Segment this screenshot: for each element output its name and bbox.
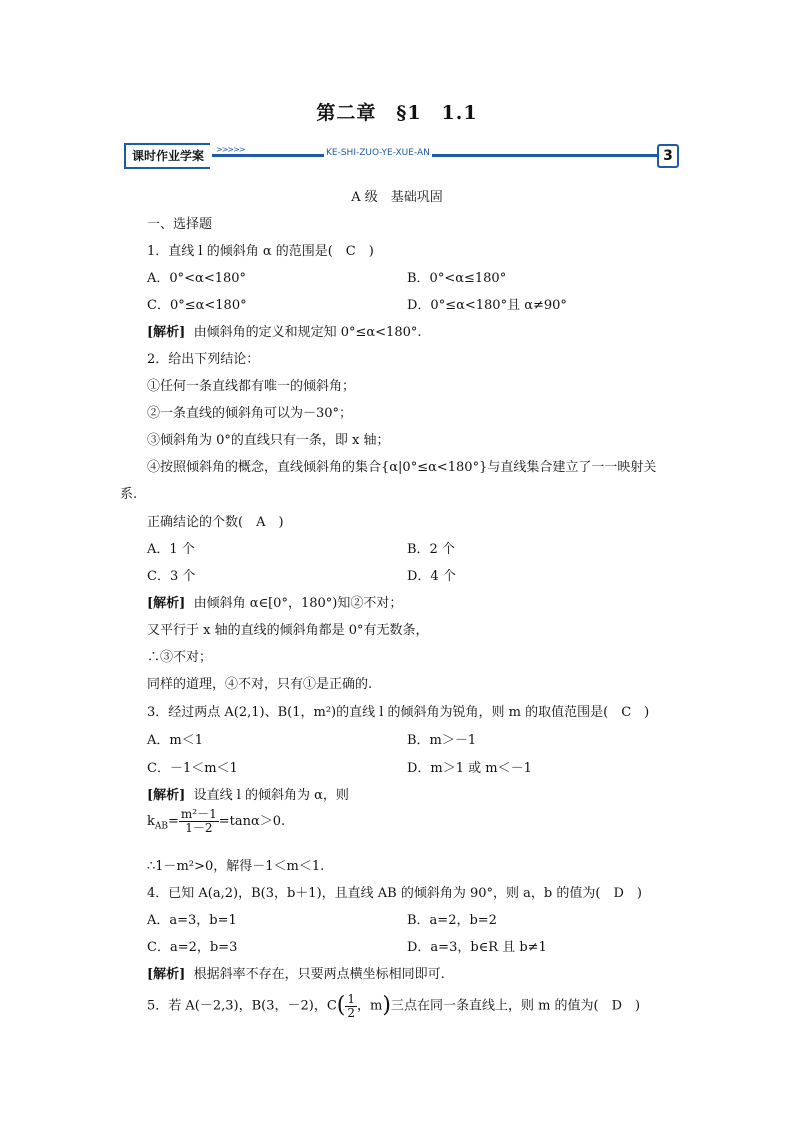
q3-option-a: A．m＜1 [147,733,203,748]
fraction-numerator: m²－1 [180,807,217,821]
left-paren: ( [336,993,346,1018]
q1-option-d: D．0°≤α<180°且 α≠90° [407,298,567,313]
banner-arrows: >>>>> [216,145,245,154]
q4-option-d: D．a=3，b∈R 且 b≠1 [407,940,547,955]
q1-option-b: B．0°<α≤180° [407,271,507,286]
q4-analysis-text: 根据斜率不存在，只要两点横坐标相同即可. [193,967,445,982]
q2-analysis-3: ∴③不对； [147,650,213,665]
q5-stem-mid: ，m [357,998,383,1014]
q3-stem: 3．经过两点 A(2,1)、B(1，m²)的直线 l 的倾斜角为锐角，则 m 的取值范围是( C ) [147,705,650,720]
q2-option-c: C．3 个 [147,569,196,584]
q3-option-b: B．m＞－1 [407,733,477,748]
q3-option-c: C．－1＜m＜1 [147,761,238,776]
q2-analysis-2: 又平行于 x 轴的直线的倾斜角都是 0°有无数条， [147,623,429,638]
q2-analysis [147,592,402,611]
analysis-tag: [解析] [147,325,186,340]
q3-analysis [147,784,349,803]
fraction-denominator: 1－2 [185,821,213,835]
q4-analysis [147,963,445,982]
section-heading: 一、选择题 [147,217,213,232]
q2-statement-4: ④按照倾斜角的概念，直线倾斜角的集合{α|0°≤α<180°}与直线集合建立了一一映射关 [147,460,657,475]
q2-stem: 2．给出下列结论： [147,352,260,367]
slope-result: =tanα＞0. [218,814,286,829]
q2-option-d: D．4 个 [407,569,456,584]
q5-stem [147,991,640,1022]
fraction-numerator: 1 [347,991,356,1006]
q2-statement-1: ①任何一条直线都有唯一的倾斜角； [147,379,356,394]
q3-analysis-text-1: 设直线 l 的倾斜角为 α，则 [193,788,349,803]
banner [124,143,679,167]
q2-ask: 正确结论的个数( A ) [147,515,284,530]
q1-stem: 1．直线 l 的倾斜角 α 的范围是( C ) [147,244,374,259]
q4-stem: 4．已知 A(a,2)，B(3，b＋1)，且直线 AB 的倾斜角为 90°，则 a，b 的值为( D ) [147,886,642,901]
q5-fraction [345,993,357,1020]
q3-slope-formula [147,808,285,835]
analysis-tag: [解析] [147,596,186,611]
slope-fraction [179,808,219,835]
q5-stem-post: 三点在同一条直线上，则 m 的值为( D ) [390,998,641,1014]
slope-k: k [147,814,155,829]
q2-analysis-text-1: 由倾斜角 α∈[0°，180°)知②不对； [193,596,403,611]
analysis-tag: [解析] [147,788,186,803]
q2-statement-4-cont: 系. [120,487,138,502]
q1-option-a: A．0°<α<180° [147,271,247,286]
q4-option-c: C．a=2，b=3 [147,940,238,955]
q2-statement-2: ②一条直线的倾斜角可以为－30°； [147,406,353,421]
q2-statement-3: ③倾斜角为 0°的直线只有一条，即 x 轴； [147,433,390,448]
q4-option-b: B．a=2，b=2 [407,913,497,928]
fraction-denominator: 2 [347,1005,356,1020]
slope-subscript: AB [154,821,169,832]
banner-number: 3 [657,144,679,168]
q1-analysis-text: 由倾斜角的定义和规定知 0°≤α<180°. [193,325,422,340]
banner-label: 课时作业学案 [124,143,210,169]
analysis-tag: [解析] [147,967,186,982]
q3-option-d: D．m＞1 或 m＜－1 [407,761,532,776]
q1-option-c: C．0°≤α<180° [147,298,247,313]
page-title: 第二章 §1 1.1 [316,102,478,124]
slope-equals: = [168,814,179,829]
q2-option-a: A．1 个 [147,542,195,557]
banner-pinyin: KE-SHI-ZUO-YE-XUE-AN [326,148,430,158]
q2-option-b: B．2 个 [407,542,455,557]
level-heading: A 级 基础巩固 [351,190,443,205]
q3-analysis-3: ∴1－m²>0，解得－1＜m＜1. [147,859,325,874]
q1-analysis [147,321,422,340]
q4-option-a: A．a=3，b=1 [147,913,237,928]
q5-stem-pre: 5．若 A(－2,3)，B(3，－2)，C [147,998,337,1014]
banner-line [212,154,657,157]
q2-analysis-4: 同样的道理，④不对，只有①是正确的. [147,677,373,692]
right-paren: ) [382,993,391,1018]
